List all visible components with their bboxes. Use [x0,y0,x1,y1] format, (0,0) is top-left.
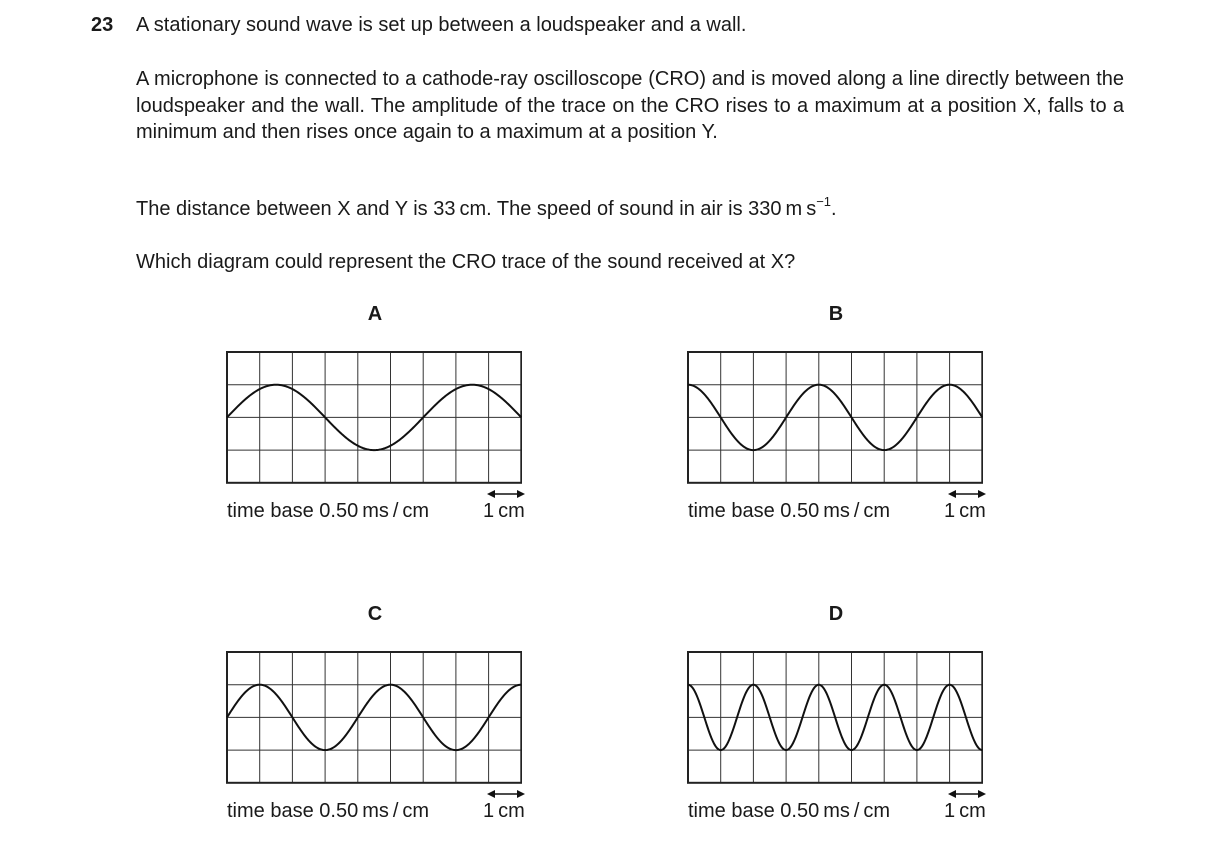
option-letter: C [367,603,383,625]
question-info [136,194,837,221]
scale-label: 1 cm [944,500,986,522]
time-base-caption: time base 0.50 ms / cm [688,800,891,822]
info-text: The distance between X and Y is 33 cm. The speed of sound in air is 330 m s [136,198,817,220]
cro-screen [226,351,522,484]
question-intro: A stationary sound wave is set up between a loudspeaker and a wall. [136,14,747,36]
option-letter: A [367,303,383,325]
scale-label: 1 cm [944,800,986,822]
scale-arrow-icon [948,489,986,499]
option-letter: D [828,603,844,625]
scale-arrow-icon [948,789,986,799]
scale-label: 1 cm [483,800,525,822]
cro-screen [226,651,522,784]
option-letter: B [828,303,844,325]
info-suffix: . [831,198,837,220]
question-prompt: Which diagram could represent the CRO trace of the sound received at X? [136,251,796,273]
cro-screen [687,651,983,784]
time-base-caption: time base 0.50 ms / cm [688,500,891,522]
info-superscript: −1 [816,194,832,209]
scale-arrow-icon [487,489,525,499]
cro-screen [687,351,983,484]
time-base-caption: time base 0.50 ms / cm [227,800,430,822]
question-paragraph: A microphone is connected to a cathode-ray oscilloscope (CRO) and is moved along a line directly between the loudspeaker and the wall. The amplitude of the trace on the CRO rises to a maximum at a position X, falls to a minimum and then rises once again to a maximum at a position Y. [136,68,1124,143]
time-base-caption: time base 0.50 ms / cm [227,500,430,522]
scale-arrow-icon [487,789,525,799]
scale-label: 1 cm [483,500,525,522]
question-number: 23 [91,14,114,36]
